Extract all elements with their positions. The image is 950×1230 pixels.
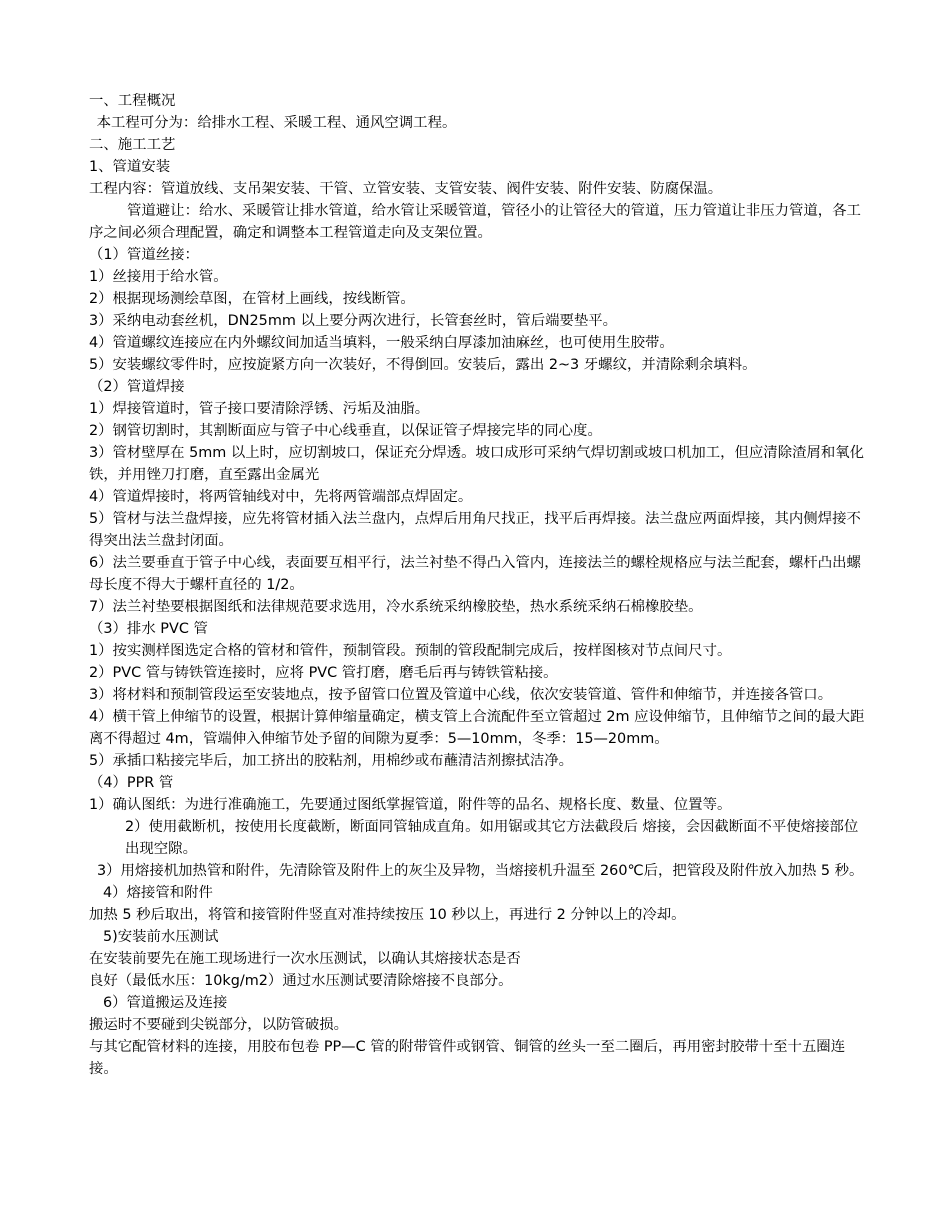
- list-item: 5）承插口粘接完毕后，加工挤出的胶粘剂，用棉纱或布蘸清洁剂擦拭洁净。: [89, 753, 574, 769]
- list-item: 3）采纳电动套丝机，DN25mm 以上要分两次进行，长管套丝时，管后端要垫平。: [89, 313, 618, 329]
- list-item: 1）按实测样图选定合格的管材和管件，预制管段。预制的管段配制完成后，按样图核对节点间尺寸。: [89, 643, 732, 659]
- list-item: 4）横干管上伸缩节的设置，根据计算伸缩量确定，横支管上合流配件至立管超过 2m 应设伸缩节，且伸缩节之间的最大距离不得超过 4m，管端伸入伸缩节处予留的间隙为夏季：5—10mm，冬季：15—20mm。: [89, 709, 865, 747]
- subsection-heading-pipe-install: 1、管道安装: [89, 159, 171, 175]
- list-item: 4）管道焊接时，将两管轴线对中，先将两管端部点焊固定。: [89, 489, 473, 505]
- item-heading-pvc: （3）排水 PVC 管: [89, 621, 208, 637]
- section-heading-process: 二、施工工艺: [89, 137, 176, 153]
- paragraph: 搬运时不要碰到尖锐部分，以防管破损。: [89, 1017, 349, 1033]
- list-item: 1）确认图纸：为进行准确施工，先要通过图纸掌握管道，附件等的品名、规格长度、数量、位置等。: [89, 797, 732, 813]
- paragraph: 加热 5 秒后取出，将管和接管附件竖直对准持续按压 10 秒以上，再进行 2 分钟以上的冷却。: [89, 907, 686, 923]
- list-item: 4）管道螺纹连接应在内外螺纹间加适当填料，一般采纳白厚漆加油麻丝，也可使用生胶带。: [89, 335, 674, 351]
- item-heading-welding: （2）管道焊接: [89, 379, 185, 395]
- list-item: 5）安装螺纹零件时，应按旋紧方向一次装好，不得倒回。安装后，露出 2~3 牙螺纹，并清除剩余填料。: [89, 357, 757, 373]
- list-item: 2）使用截断机，按使用长度截断，断面同管轴成直角。如用锯或其它方法截段后 熔接，会因截断面不平使熔接部位出现空隙。: [125, 819, 859, 857]
- list-item: 1）丝接用于给水管。: [89, 269, 228, 285]
- list-item: 5)安装前水压测试: [103, 929, 219, 945]
- item-heading-ppr: （4）PPR 管: [89, 775, 174, 791]
- list-item: 5）管材与法兰盘焊接，应先将管材插入法兰盘内，点焊后用角尺找正，找平后再焊接。法兰盘应两面焊接，其内侧焊接不得突出法兰盘封闭面。: [89, 511, 861, 549]
- paragraph-work-content: 工程内容：管道放线、支吊架安装、干管、立管安装、支管安装、阀件安装、附件安装、防腐保温。: [89, 181, 723, 197]
- list-item: 2）PVC 管与铸铁管连接时，应将 PVC 管打磨，磨毛后再与铸铁管粘接。: [89, 665, 558, 681]
- list-item: 6）管道搬运及连接: [103, 995, 228, 1011]
- list-item: 4）熔接管和附件: [103, 885, 213, 901]
- list-item: 2）钢管切割时，其割断面应与管子中心线垂直，以保证管子焊接完毕的同心度。: [89, 423, 602, 439]
- list-item: 2）根据现场测绘草图，在管材上画线，按线断管。: [89, 291, 415, 307]
- section-heading-overview: 一、工程概况: [89, 93, 176, 109]
- paragraph: 良好（最低水压：10kg/m2）通过水压测试要清除熔接不良部分。: [89, 973, 513, 989]
- list-item: 3）用熔接机加热管和附件，先清除管及附件上的灰尘及异物，当熔接机升温至 260℃后，把管段及附件放入加热 5 秒。: [97, 863, 864, 879]
- paragraph: 在安装前要先在施工现场进行一次水压测试，以确认其熔接状态是否: [89, 951, 521, 967]
- paragraph-pipe-avoidance: 管道避让：给水、采暖管让排水管道，给水管让采暖管道，管径小的让管径大的管道，压力管道让非压力管道，各工序之间必须合理配置，确定和调整本工程管道走向及支架位置。: [89, 203, 861, 241]
- paragraph: 与其它配管材料的连接，用胶布包卷 PP—C 管的附带管件或钢管、铜管的丝头一至二圈后，再用密封胶带十至十五圈连接。: [89, 1039, 846, 1077]
- list-item: 3）管材壁厚在 5mm 以上时，应切割坡口，保证充分焊透。坡口成形可采纳气焊切割或坡口机加工，但应清除渣屑和氧化铁，并用锉刀打磨，直至露出金属光: [89, 445, 865, 483]
- list-item: 1）焊接管道时，管子接口要清除浮锈、污垢及油脂。: [89, 401, 430, 417]
- paragraph-scope: 本工程可分为：给排水工程、采暖工程、通风空调工程。: [92, 115, 457, 131]
- list-item: 6）法兰要垂直于管子中心线，表面要互相平行，法兰衬垫不得凸入管内，连接法兰的螺栓规格应与法兰配套，螺杆凸出螺母长度不得大于螺杆直径的 1/2。: [89, 555, 861, 593]
- list-item: 3）将材料和预制管段运至安装地点，按予留管口位置及管道中心线，依次安装管道、管件和伸缩节，并连接各管口。: [89, 687, 833, 703]
- item-heading-threaded: （1）管道丝接：: [89, 247, 199, 263]
- list-item: 7）法兰衬垫要根据图纸和法律规范要求选用，冷水系统采纳橡胶垫，热水系统采纳石棉橡胶垫。: [89, 599, 703, 615]
